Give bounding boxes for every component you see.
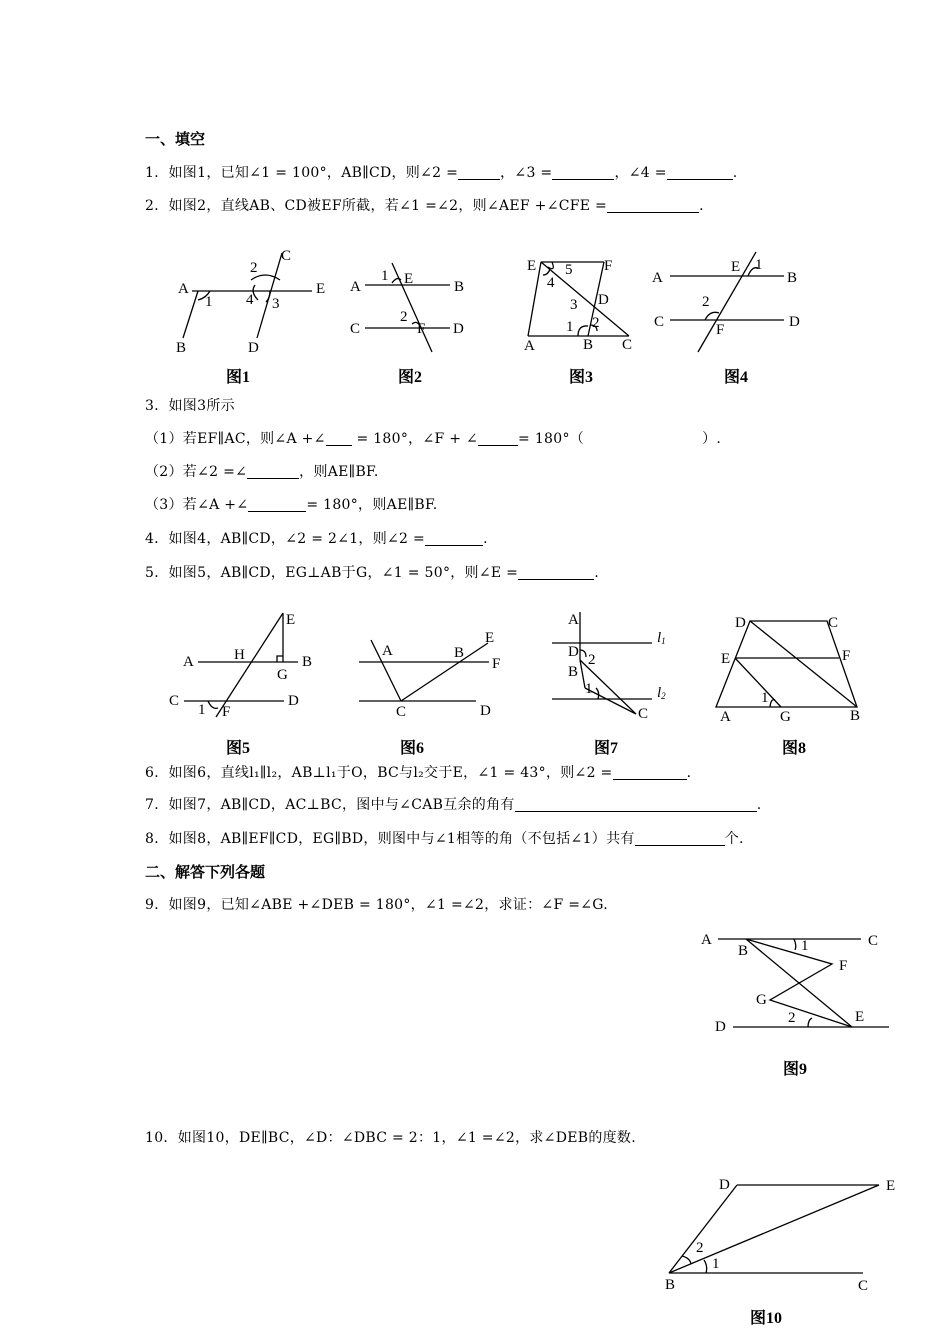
f9-label-F: F xyxy=(839,958,848,974)
section-title-answers: 二、解答下列各题 xyxy=(145,863,266,881)
f5-label-A: A xyxy=(183,654,194,670)
f1-label-D: D xyxy=(248,340,259,356)
f3-label-D: D xyxy=(598,292,609,308)
q4-text-end: . xyxy=(483,531,488,547)
f7-label-B: B xyxy=(568,664,579,680)
f7-angle-1: 1 xyxy=(585,681,593,697)
q3p3-text-end: = 180°，则AE∥BF. xyxy=(306,497,438,513)
q3p3-text: （3）若∠A +∠ xyxy=(145,497,249,513)
f6-label-F: F xyxy=(492,656,501,672)
f8-label-B: B xyxy=(850,708,861,724)
figure-10 xyxy=(665,1177,895,1294)
f8-label-F: F xyxy=(842,648,851,664)
caption-figure-10: 图10 xyxy=(750,1310,783,1327)
q1-text-end: . xyxy=(732,165,738,181)
q3p2-text-end: ，则AE∥BF. xyxy=(299,464,379,480)
f9-label-D: D xyxy=(715,1019,726,1035)
f2-label-B: B xyxy=(454,279,465,295)
f8-label-A: A xyxy=(720,709,731,725)
f2-label-E: E xyxy=(404,271,414,287)
f8-label-C: C xyxy=(828,615,839,631)
f1-angle-2: 2 xyxy=(250,260,258,276)
f2-label-C: C xyxy=(350,321,361,337)
q8-text-end: 个. xyxy=(724,831,744,847)
f5-label-B: B xyxy=(302,654,313,670)
f7-angle-2: 2 xyxy=(588,652,596,668)
f1-label-C: C xyxy=(281,248,292,264)
q2-text: 2．如图2，直线AB、CD被EF所截，若∠1 =∠2，则∠AEF +∠CFE = xyxy=(145,198,608,214)
f2-label-F: F xyxy=(417,321,426,337)
q6-text-end: . xyxy=(686,765,692,781)
f4-label-F: F xyxy=(716,322,725,338)
f2-label-D: D xyxy=(453,321,464,337)
question-10: 10．如图10，DE∥BC，∠D：∠DBC = 2：1，∠1 =∠2，求∠DEB的度数. xyxy=(145,1130,636,1146)
question-3-intro: 3．如图3所示 xyxy=(145,398,235,414)
caption-figure-7: 图7 xyxy=(594,740,619,757)
f10-angle-2: 2 xyxy=(696,1240,704,1256)
f6-label-C: C xyxy=(396,704,407,720)
f3-angle-4: 4 xyxy=(547,275,555,291)
f5-label-E: E xyxy=(286,612,296,628)
f8-label-E: E xyxy=(721,651,731,667)
f4-label-B: B xyxy=(787,270,798,286)
f4-angle-1: 1 xyxy=(755,257,763,273)
q3p2-text: （2）若∠2 =∠ xyxy=(145,464,248,480)
f8-angle-1: 1 xyxy=(761,690,769,706)
f9-label-B: B xyxy=(738,943,749,959)
q7-text-end: . xyxy=(756,797,762,813)
f4-angle-2: 2 xyxy=(702,294,710,310)
caption-figure-5: 图5 xyxy=(226,740,251,757)
caption-figure-6: 图6 xyxy=(400,740,425,757)
f5-angle-1: 1 xyxy=(198,702,206,718)
f1-angle-3: 3 xyxy=(272,296,280,312)
q2-text-end: . xyxy=(699,198,704,214)
f5-label-C: C xyxy=(169,693,180,709)
f9-label-C: C xyxy=(868,933,879,949)
q3p1-text-2: = 180°，∠F + ∠ xyxy=(351,431,479,447)
f9-angle-1: 1 xyxy=(801,938,809,954)
section-title-fill-blank: 一、填空 xyxy=(145,130,206,148)
f4-label-E: E xyxy=(731,259,741,275)
caption-figure-8: 图8 xyxy=(782,740,807,757)
f6-label-E: E xyxy=(485,630,495,646)
f7-label-C: C xyxy=(638,706,649,722)
q5-text: 5．如图5，AB∥CD，EG⊥AB于G，∠1 = 50°，则∠E = xyxy=(145,565,519,581)
f3-angle-3: 3 xyxy=(570,297,578,313)
f2-angle-1: 1 xyxy=(381,268,389,284)
f3-label-A: A xyxy=(524,338,535,354)
f9-label-A: A xyxy=(701,932,712,948)
f10-angle-1: 1 xyxy=(712,1256,720,1272)
q6-text: 6．如图6，直线l₁∥l₂，AB⊥l₁于O，BC与l₂交于E，∠1 = 43°，则∠2 = xyxy=(145,765,613,781)
q1-text: 1．如图1，已知∠1 = 100°，AB∥CD，则∠2 = xyxy=(145,165,459,181)
f8-label-D: D xyxy=(735,615,746,631)
f9-angle-2: 2 xyxy=(788,1010,796,1026)
caption-figure-3: 图3 xyxy=(569,369,594,386)
q3p1-text-end: ）. xyxy=(702,431,722,447)
f3-angle-2: 2 xyxy=(592,315,600,331)
q4-text: 4．如图4，AB∥CD，∠2 = 2∠1，则∠2 = xyxy=(145,531,426,547)
f9-label-G: G xyxy=(756,992,767,1008)
f5-label-F: F xyxy=(222,704,231,720)
f4-label-A: A xyxy=(652,270,663,286)
q1-text-2: ，∠3 = xyxy=(500,165,553,181)
f5-label-G: G xyxy=(277,667,288,683)
f3-label-E: E xyxy=(527,258,537,274)
f6-label-A: A xyxy=(382,643,393,659)
f7-label-l1: l1 xyxy=(657,630,666,646)
f1-angle-1: 1 xyxy=(205,294,213,310)
q3p1-text: （1）若EF∥AC，则∠A +∠ xyxy=(145,431,326,447)
q7-text: 7．如图7，AB∥CD，AC⊥BC，图中与∠CAB互余的角有 xyxy=(145,797,515,813)
question-9: 9．如图9，已知∠ABE +∠DEB = 180°，∠1 =∠2，求证：∠F =∠G. xyxy=(145,897,609,913)
f7-label-A: A xyxy=(568,612,579,628)
f3-label-B: B xyxy=(583,337,594,353)
f6-label-B: B xyxy=(454,645,465,661)
f4-label-C: C xyxy=(654,314,665,330)
f6-label-D: D xyxy=(480,703,491,719)
q3p1-text-3: = 180°（ xyxy=(518,431,585,447)
q8-text: 8．如图8，AB∥EF∥CD，EG∥BD，则图中与∠1相等的角（不包括∠1）共有 xyxy=(145,831,635,847)
f1-label-E: E xyxy=(316,281,326,297)
caption-figure-2: 图2 xyxy=(398,369,423,386)
f3-label-C: C xyxy=(622,337,633,353)
f7-label-l2: l2 xyxy=(657,685,666,701)
caption-figure-1: 图1 xyxy=(226,369,251,386)
f7-label-D: D xyxy=(568,644,579,660)
caption-figure-4: 图4 xyxy=(724,369,749,386)
f2-angle-2: 2 xyxy=(400,309,408,325)
f10-label-B: B xyxy=(665,1277,676,1293)
f3-angle-5: 5 xyxy=(565,262,573,278)
f8-label-G: G xyxy=(780,709,791,725)
f1-label-A: A xyxy=(178,281,189,297)
f2-label-A: A xyxy=(350,279,361,295)
f4-label-D: D xyxy=(789,314,800,330)
f3-label-F: F xyxy=(604,258,613,274)
caption-figure-9: 图9 xyxy=(783,1061,808,1078)
f10-label-E: E xyxy=(886,1178,896,1194)
q1-text-3: ，∠4 = xyxy=(614,165,667,181)
f5-label-D: D xyxy=(288,693,299,709)
f3-angle-1: 1 xyxy=(566,319,574,335)
f1-angle-4: 4 xyxy=(246,292,254,308)
f9-label-E: E xyxy=(855,1009,865,1025)
f10-label-C: C xyxy=(858,1278,869,1294)
f10-label-D: D xyxy=(719,1177,730,1193)
f1-label-B: B xyxy=(176,340,187,356)
f5-label-H: H xyxy=(234,647,245,663)
q5-text-end: . xyxy=(594,565,599,581)
